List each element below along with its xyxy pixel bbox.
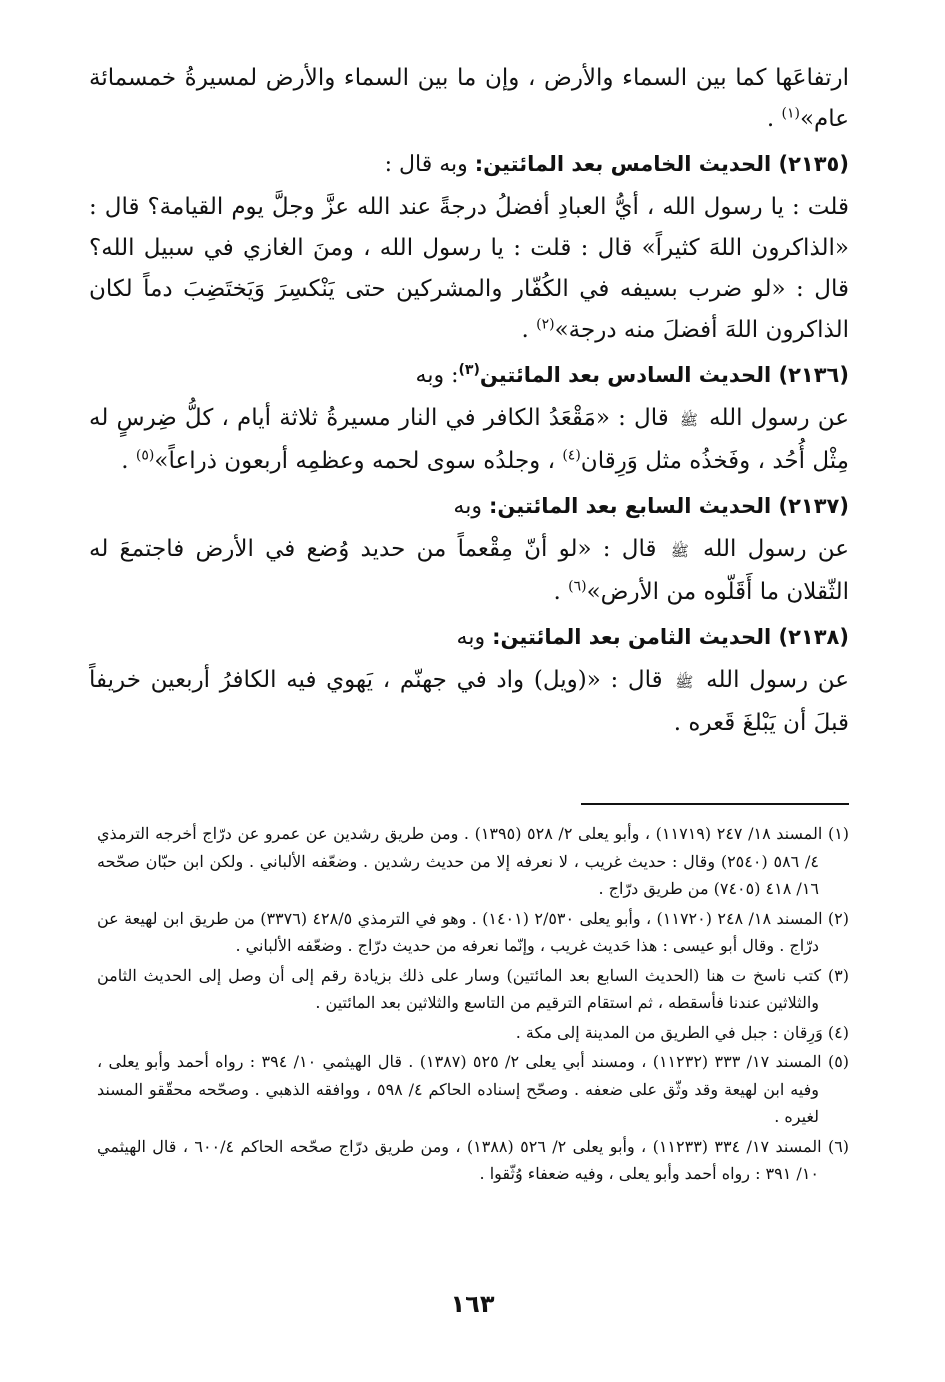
hadith-2138-body-a: عن رسول الله: [706, 667, 850, 693]
footnote-ref-2: (٢): [536, 316, 555, 333]
salawat-icon: ﷺ: [670, 542, 689, 560]
salawat-icon: ﷺ: [675, 673, 694, 691]
hadith-2135-chain: وبه قال :: [384, 152, 475, 177]
hadith-2137-body-b: قال : «لو أنّ مِقْعماً من حديد وُضع في الأرض فاجتمعَ له الثّقلان ما أَقَلّوه من الأرض»: [89, 536, 849, 605]
hadith-2137-heading: [89, 486, 849, 527]
hadith-2136-heading: [89, 355, 849, 396]
hadith-2137-chain: وبه: [453, 494, 489, 519]
hadith-2137-title: الحديث السابع بعد المائتين:: [488, 494, 779, 518]
hadith-2136-end: .: [121, 448, 136, 474]
hadith-2137-text: [89, 529, 849, 613]
page-number: ١٦٣: [450, 1290, 495, 1318]
hadith-2135-end: .: [521, 317, 537, 343]
hadith-2137-body-a: عن رسول الله: [703, 536, 849, 562]
hadith-2136-body-a: عن رسول الله: [709, 405, 849, 431]
hadith-2135-heading: [89, 144, 849, 185]
footnote-ref-1: (١): [781, 105, 800, 122]
footnotes: [97, 820, 849, 1190]
hadith-2135-number: (٢١٣٥): [778, 152, 849, 176]
intro-text: ارتفاعَها كما بين السماء والأرض ، وإن ما بين السماء والأرض لمسيرةُ خمسمائة عام»: [89, 65, 849, 132]
footnote-ref-4: (٤): [562, 447, 581, 464]
hadith-2138-number: (٢١٣٨): [778, 625, 849, 649]
hadith-2135-text: [89, 187, 849, 351]
footnote-6: (٦) المسند ١٧/ ٣٣٤ (١١٢٣٣) ، وأبو يعلى ٢/ ٥٢٦ (١٣٨٨) ، ومن طريق درّاج صحّحه الحاكم ٦٠٠/٤ ، قال الهيثمي ١٠/ ٣٩١ : رواه أحمد وأبو يعلى ، وفيه ضعفاء وُثّقوا .: [97, 1136, 850, 1183]
hadith-2138-heading: [89, 617, 849, 658]
footnote-ref-6: (٦): [568, 578, 587, 595]
hadith-2138-title: الحديث الثامن بعد المائتين:: [492, 625, 779, 649]
footnote-ref-3: (٣): [458, 362, 480, 378]
footnote-1: (١) المسند ١٨/ ٢٤٧ (١١٧١٩) ، وأبو يعلى ٢/ ٥٢٨ (١٣٩٥) . ومن طريق رشدين عن عمرو عن درّاج أخرجه الترمذي ٤/ ٥٨٦ (٢٥٤٠) وقال : حديث غريب ، لا نعرفه إلا من حديث رشدين . وضعّفه الألباني . ولكن ابن حبّان صحّحه ١٦/ ٤١٨ (٧٤٠٥) من طريق درّاج .: [97, 824, 850, 898]
footnote-ref-5: (٥): [135, 447, 155, 464]
footnote-3: (٣) كتب ناسخ ت هنا (الحديث السابع بعد المائتين) وسار على ذلك بزيادة رقم إلى أن وصل إلى الحديث الثامن والثلاثين عندنا فأسقطه ، ثم استقام الترقيم من التاسع والثلاثين بعد المائتين .: [97, 965, 849, 1012]
hadith-2137-end: .: [553, 579, 569, 605]
hadith-2135-body: قلت : يا رسول الله ، أيُّ العبادِ أفضلُ درجةً عند الله عزَّ وجلَّ يوم القيامة؟ قال : «الذاكرون اللهَ كثيراً» قال : قلت : يا رسول الله ، ومنَ الغازي في سبيل الله؟ قال : «لو ضرب بسيفه في الكُفّار والمشركين حتى يَنْكسِرَ وَيَختَضِبَ دماً لكان الذاكرون اللهَ أفضلَ منه درجة»: [89, 194, 849, 343]
hadith-2136-body-c: ، وجلدُه سوى لحمه وعظمِه أربعون ذراعاً»: [154, 448, 563, 474]
hadith-2136-body-b: قال : «مَقْعَدُ الكافر في النار مسيرةُ ثلاثة أيام ، كلُّ ضِرسٍ له مِثْل أُحُد ، وفَخذُه مثل وَرِقان: [89, 405, 849, 474]
footnote-5: (٥) المسند ١٧/ ٣٣٣ (١١٢٣٢) ، ومسند أبي يعلى ٢/ ٥٢٥ (١٣٨٧) . قال الهيثمي ١٠/ ٣٩٤ : رواه أحمد وأبو يعلى ، وفيه ابن لهيعة وقد وثّق على ضعفه . وصحّح إسناده الحاكم ٤/ ٥٩٨ ، ووافقه الذهبي . وصحّحه محقّقو المسند لغيره .: [97, 1052, 850, 1126]
salawat-icon: ﷺ: [679, 411, 698, 429]
footnote-4: (٤) وَرِقان : جبل في الطريق من المدينة إلى مكة .: [515, 1022, 849, 1042]
hadith-2136-number: (٢١٣٦): [778, 363, 849, 387]
hadith-2136-chain: : وبه: [415, 363, 459, 388]
intro-end: .: [766, 106, 782, 132]
hadith-2136-title: الحديث السادس بعد المائتين: [479, 363, 779, 387]
footnote-divider: [581, 803, 849, 805]
intro-line: [89, 58, 849, 140]
main-text: [89, 58, 849, 748]
hadith-2138-text: [89, 660, 849, 744]
hadith-2138-body-b: قال : «(ويل) واد في جهنّم ، يَهوي فيه الكافرُ أربعين خريفاً قبلَ أن يَبْلغَ قَعره .: [89, 667, 849, 736]
hadith-2137-number: (٢١٣٧): [778, 494, 849, 518]
hadith-2138-chain: وبه: [456, 625, 493, 650]
hadith-2136-text: [89, 398, 849, 482]
footnote-2: (٢) المسند ١٨/ ٢٤٨ (١١٧٢٠) ، وأبو يعلى ٢/٥٣٠ (١٤٠١) . وهو في الترمذي ٤٢٨/٥ (٣٣٧٦) من طريق ابن لهيعة عن درّاج . وقال أبو عيسى : هذا حَديث غريب ، وإنّما نعرفه من حديث درّاج . وضعّفه الألباني .: [97, 908, 850, 955]
hadith-2135-title: الحديث الخامس بعد المائتين:: [474, 152, 779, 176]
